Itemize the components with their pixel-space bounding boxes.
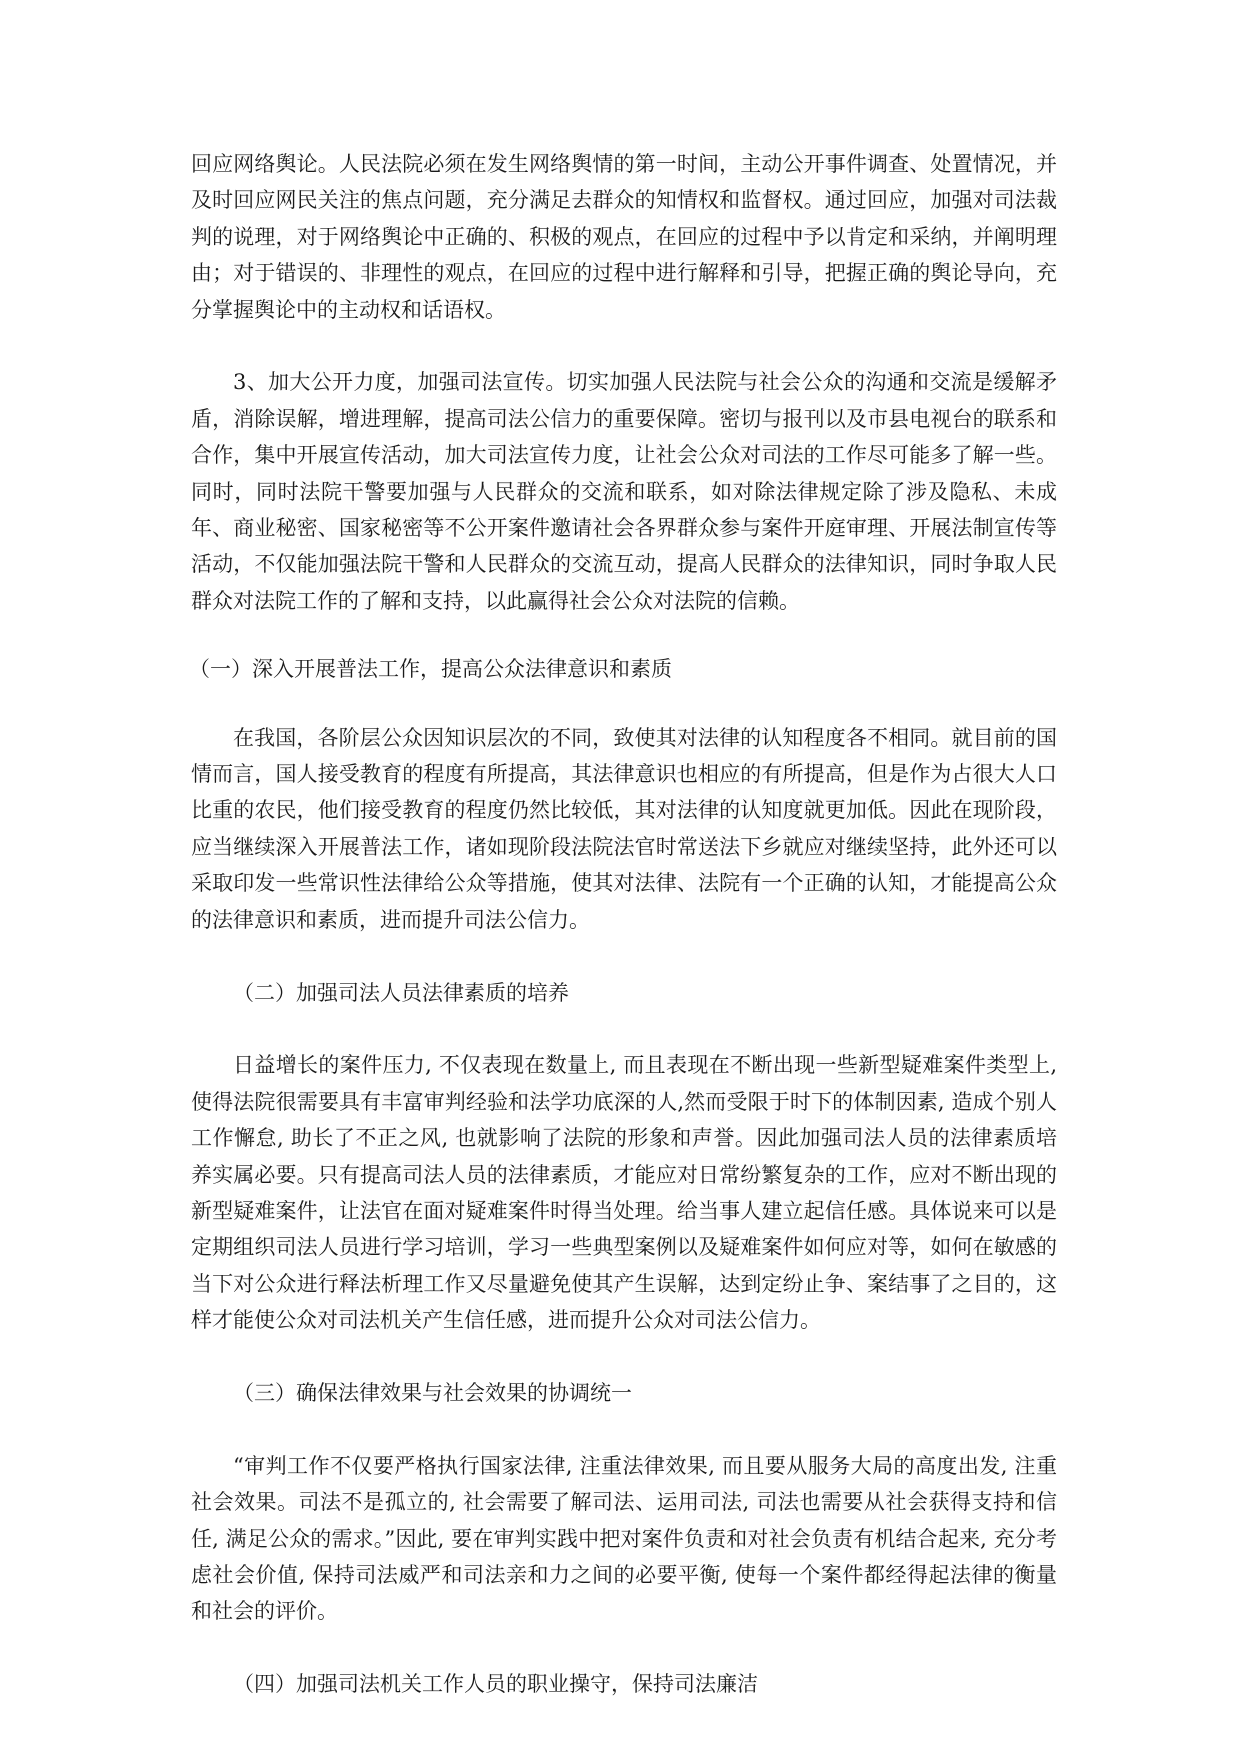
paragraph-gap [191, 938, 1057, 974]
paragraph-gap [191, 328, 1057, 364]
paragraph-gap [191, 1011, 1057, 1047]
paragraph-judicial-publicity: 3、加大公开力度，加强司法宣传。切实加强人民法院与社会公众的沟通和交流是缓解矛盾，消除误解，增进理解，提高司法公信力的重要保障。密切与报刊以及市县电视台的联系和合作，集中开展宣传活动，加大司法宣传力度，让社会公众对司法的工作尽可能多了解一些。同时，同时法院干警要加强与人民群众的交流和联系，如对除法律规定除了涉及隐私、未成年、商业秘密、国家秘密等不公开案件邀请社会各界群众参与案件开庭审理、开展法制宣传等活动，不仅能加强法院干警和人民群众的交流互动，提高人民群众的法律知识，同时争取人民群众对法院工作的了解和支持，以此赢得社会公众对法院的信赖。 [191, 370, 1057, 613]
paragraph-gap [191, 619, 1057, 651]
section-heading-1: （一）深入开展普法工作，提高公众法律意识和素质 [189, 657, 672, 682]
section-heading-3: （三）确保法律效果与社会效果的协调统一 [233, 1380, 632, 1405]
paragraph-gap [191, 1630, 1057, 1666]
paragraph-gap [191, 688, 1057, 720]
section-heading-4: （四）加强司法机关工作人员的职业操守，保持司法廉洁 [233, 1672, 758, 1697]
paragraph-gap [191, 1411, 1057, 1447]
paragraph-online-opinion: 回应网络舆论。人民法院必须在发生网络舆情的第一时间，主动公开事件调查、处置情况，并及时回应网民关注的焦点问题，充分满足去群众的知情权和监督权。通过回应，加强对司法裁判的说理，对于网络舆论中正确的、积极的观点，在回应的过程中予以肯定和采纳，并阐明理由；对于错误的、非理性的观点，在回应的过程中进行解释和引导，把握正确的舆论导向，充分掌握舆论中的主动权和话语权。 [191, 152, 1057, 322]
paragraph-gap [191, 1339, 1057, 1375]
document-page [191, 146, 1057, 1703]
section-heading-2: （二）加强司法人员法律素质的培养 [233, 980, 569, 1005]
paragraph-legal-social-effect: “审判工作不仅要严格执行国家法律, 注重法律效果, 而且要从服务大局的高度出发, 注重社会效果。司法不是孤立的, 社会需要了解司法、运用司法, 司法也需要从社会获得支持和信任, 满足公众的需求。”因此, 要在审判实践中把对案件负责和对社会负责有机结合起来, 充分考虑社会价值, 保持司法威严和司法亲和力之间的必要平衡, 使每一个案件都经得起法律的衡量和社会的评价。 [191, 1453, 1057, 1624]
paragraph-personnel-training: 日益增长的案件压力, 不仅表现在数量上, 而且表现在不断出现一些新型疑难案件类型上, 使得法院很需要具有丰富审判经验和法学功底深的人,然而受限于时下的体制因素, 造成个别人工作懈怠, 助长了不正之风, 也就影响了法院的形象和声誉。因此加强司法人员的法律素质培养实属必要。只有提高司法人员的法律素质，才能应对日常纷繁复杂的工作，应对不断出现的新型疑难案件，让法官在面对疑难案件时得当处理。给当事人建立起信任感。具体说来可以是定期组织司法人员进行学习培训，学习一些典型案例以及疑难案件如何应对等，如何在敏感的当下对公众进行释法析理工作又尽量避免使其产生误解，达到定纷止争、案结事了之目的，这样才能使公众对司法机关产生信任感，进而提升公众对司法公信力。 [191, 1053, 1057, 1333]
paragraph-legal-education: 在我国，各阶层公众因知识层次的不同，致使其对法律的认知程度各不相同。就目前的国情而言，国人接受教育的程度有所提高，其法律意识也相应的有所提高，但是作为占很大人口比重的农民，他们接受教育的程度仍然比较低，其对法律的认知度就更加低。因此在现阶段，应当继续深入开展普法工作，诸如现阶段法院法官时常送法下乡就应对继续坚持，此外还可以采取印发一些常识性法律给公众等措施，使其对法律、法院有一个正确的认知，才能提高公众的法律意识和素质，进而提升司法公信力。 [191, 725, 1057, 932]
